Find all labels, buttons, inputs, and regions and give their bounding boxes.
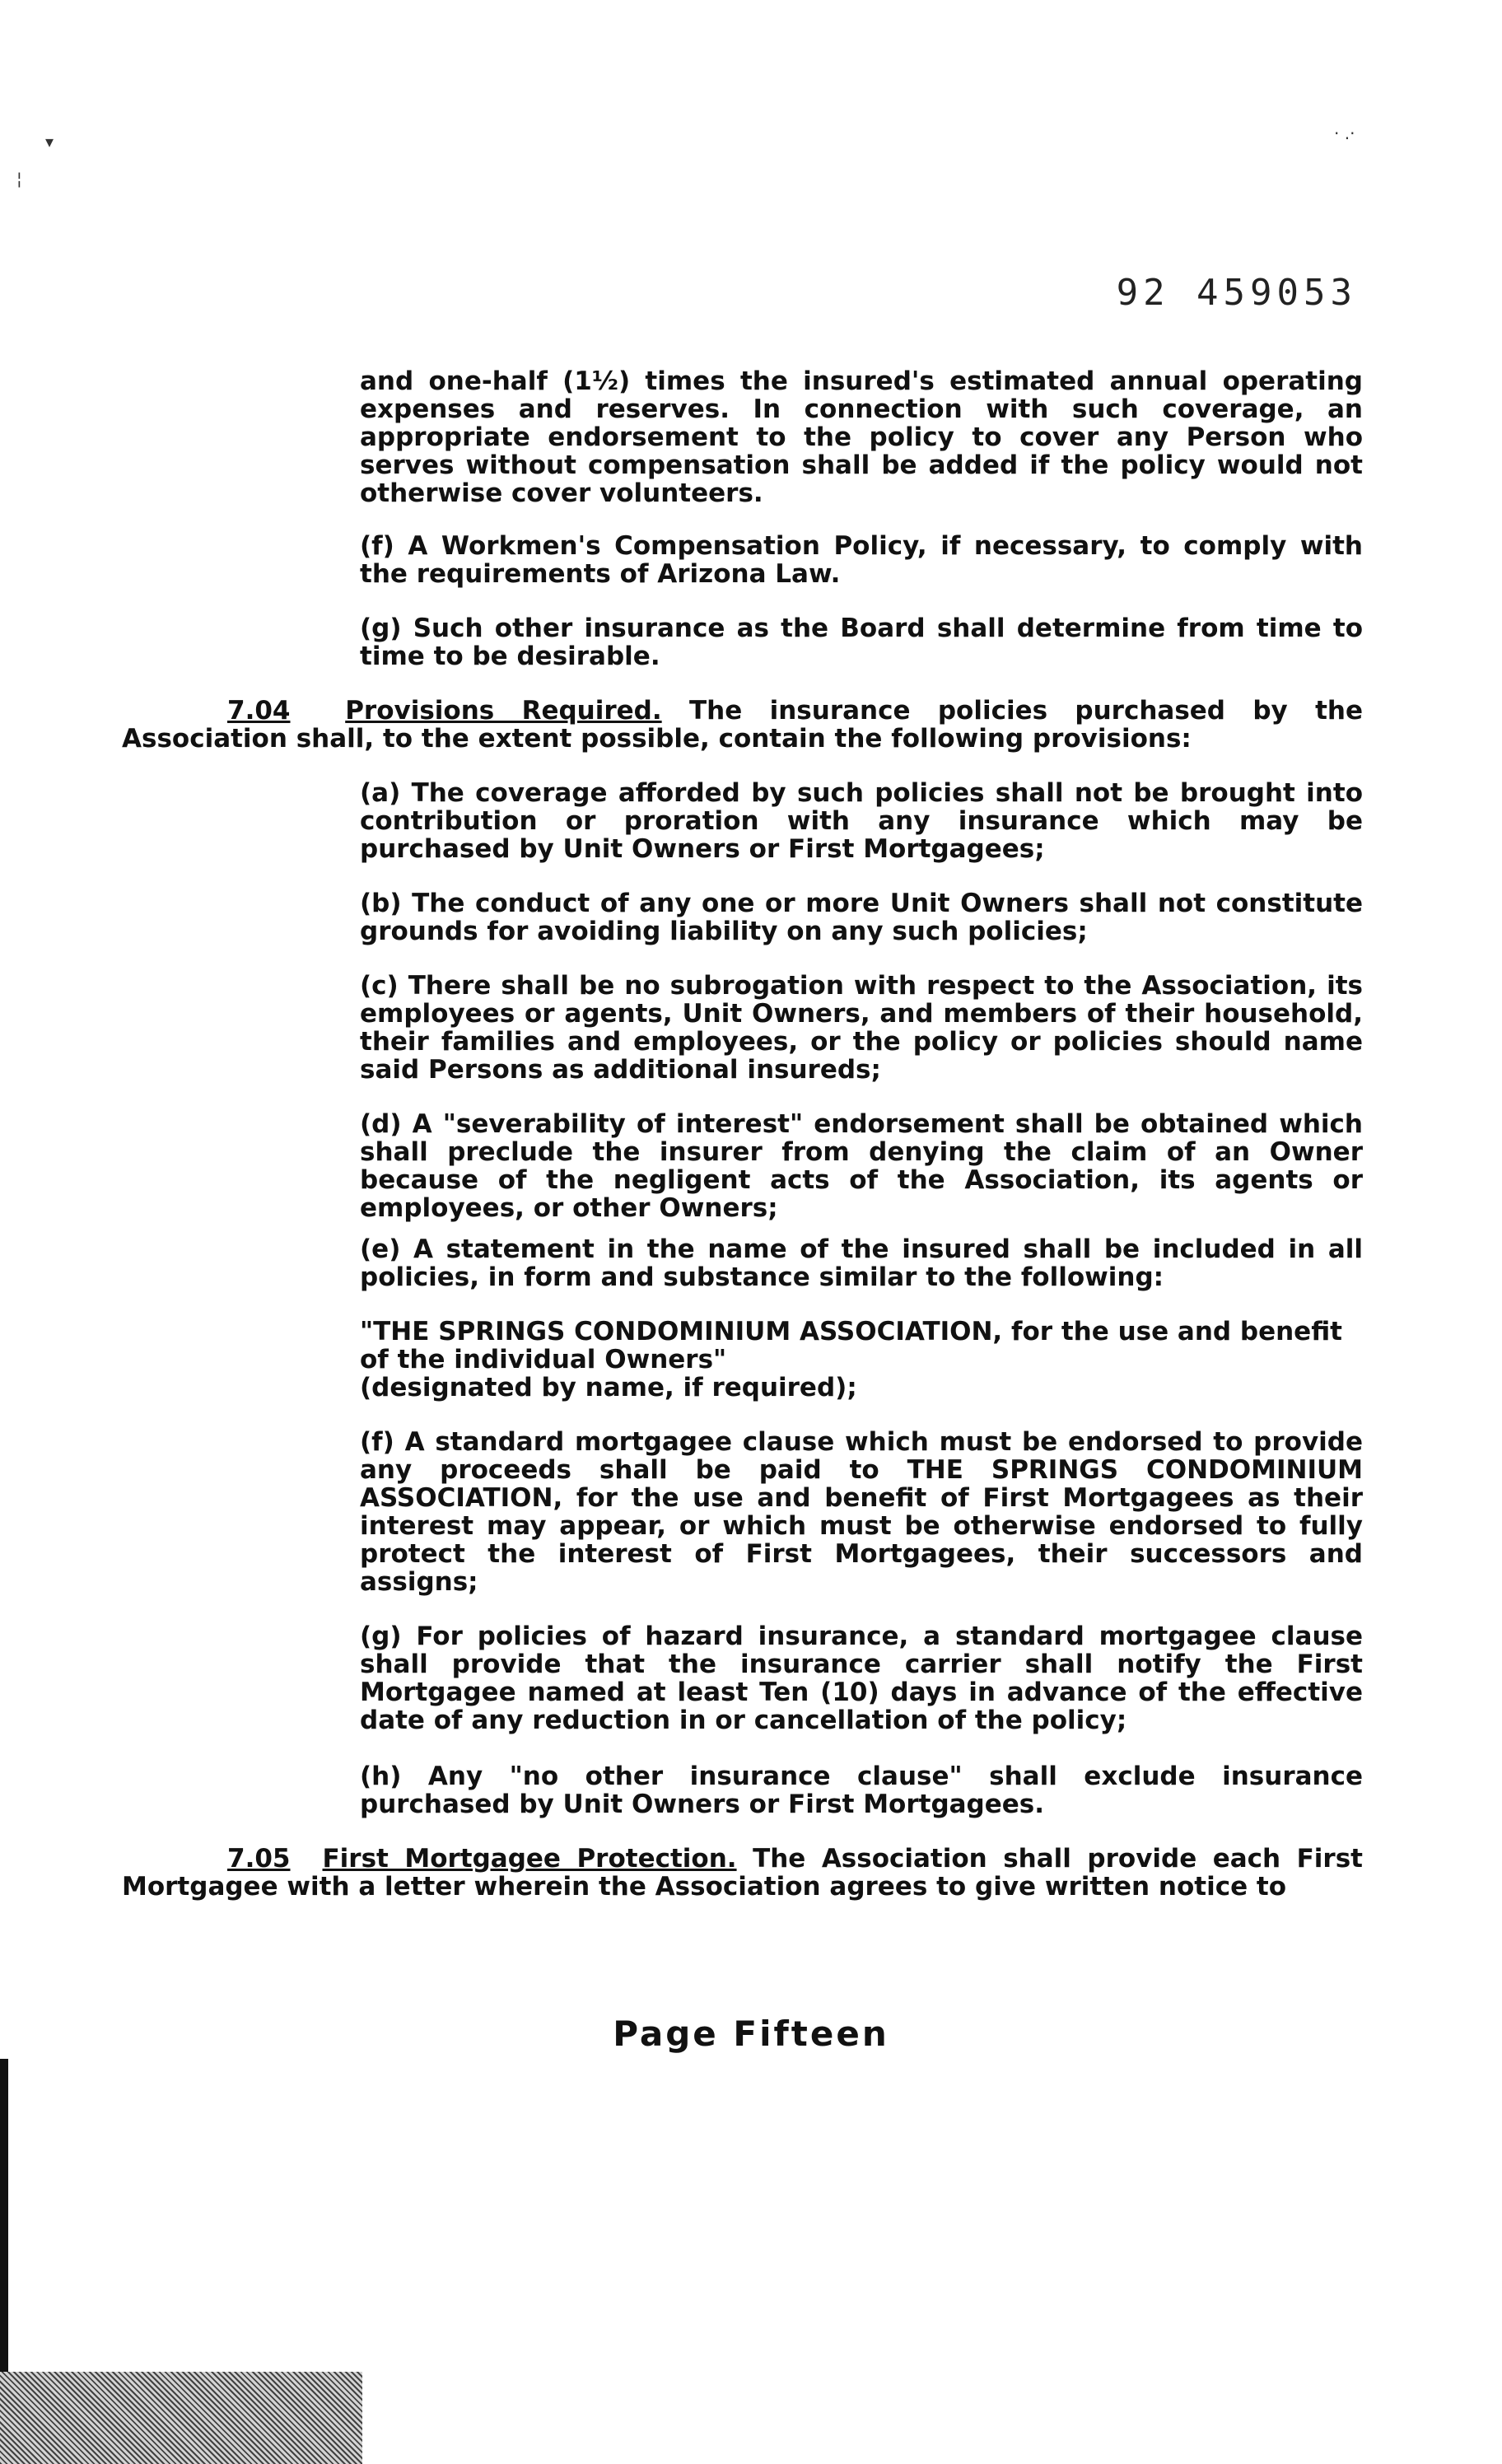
page-footer: Page Fifteen	[613, 2014, 889, 2054]
section-7-05-text: The Association shall provide each First Mortgagee with a letter wherein the Association agrees to give written notice to	[122, 1844, 1363, 1902]
provision-e: (e) A statement in the name of the insured shall be included in all policies, in form and substance similar to the following:	[360, 1234, 1363, 1292]
section-7-05-title: First Mortgagee Protection.	[322, 1844, 737, 1874]
provision-f-mortgagee: (f) A standard mortgagee clause which must be endorsed to provide any proceeds shall be paid to THE SPRINGS CONDOMINIUM ASSOCIATION, for the use and benefit of First Mortgagees as their interest may appear, or which must be otherwise endorsed to fully protect the interest of First Mortgagees, their successors and assigns;	[360, 1427, 1363, 1597]
section-7-04-number: 7.04	[227, 696, 291, 726]
section-7-05	[122, 1845, 1363, 1901]
paragraph-workmens-compensation: (f) A Workmen's Compensation Policy, if necessary, to comply with the requirements of Arizona Law.	[360, 531, 1363, 589]
section-7-04	[122, 697, 1363, 753]
scan-artifact: ¦	[16, 169, 22, 189]
paragraph-continuation: and one-half (1½) times the insured's estimated annual operating expenses and reserves. In connection with such coverage, an appropriate endorsement to the policy to cover any Person who serves without compensation shall be added if the policy would not otherwise cover volunteers.	[360, 366, 1363, 508]
scan-artifact: · .·	[1334, 124, 1355, 143]
provision-h: (h) Any "no other insurance clause" shall exclude insurance purchased by Unit Owners or First Mortgagees.	[360, 1762, 1363, 1819]
section-7-04-title: Provisions Required.	[345, 696, 662, 726]
section-7-04-text: The insurance policies purchased by the Association shall, to the extent possible, contain the following provisions:	[122, 696, 1363, 754]
scan-noise-block	[0, 2372, 362, 2464]
insured-name-statement	[360, 1318, 1363, 1402]
provision-d: (d) A "severability of interest" endorsement shall be obtained which shall preclude the insurer from denying the claim of an Owner because of the negligent acts of the Association, its agents or employees, or other Owners;	[360, 1109, 1363, 1223]
insured-name-quote: "THE SPRINGS CONDOMINIUM ASSOCIATION, for the use and benefit of the individual Owners"	[360, 1317, 1342, 1374]
document-number: 92 459053	[1116, 272, 1357, 314]
scan-edge-bar	[0, 2059, 8, 2372]
provision-g-hazard: (g) For policies of hazard insurance, a standard mortgagee clause shall provide that the insurance carrier shall notify the First Mortgagee named at least Ten (10) days in advance of the effective date of any reduction in or cancellation of the policy;	[360, 1622, 1363, 1735]
scan-artifact: ▾	[45, 132, 54, 152]
section-7-05-number: 7.05	[227, 1844, 291, 1874]
insured-name-note: (designated by name, if required);	[360, 1373, 857, 1402]
provision-a: (a) The coverage afforded by such policies shall not be brought into contribution or proration with any insurance which may be purchased by Unit Owners or First Mortgagees;	[360, 778, 1363, 864]
paragraph-other-insurance: (g) Such other insurance as the Board shall determine from time to time to be desirable.	[360, 614, 1363, 671]
provision-b: (b) The conduct of any one or more Unit Owners shall not constitute grounds for avoiding liability on any such policies;	[360, 889, 1363, 946]
provision-c: (c) There shall be no subrogation with respect to the Association, its employees or agents, Unit Owners, and members of their household, their families and employees, or the policy or policies should name said Persons as additional insureds;	[360, 971, 1363, 1085]
